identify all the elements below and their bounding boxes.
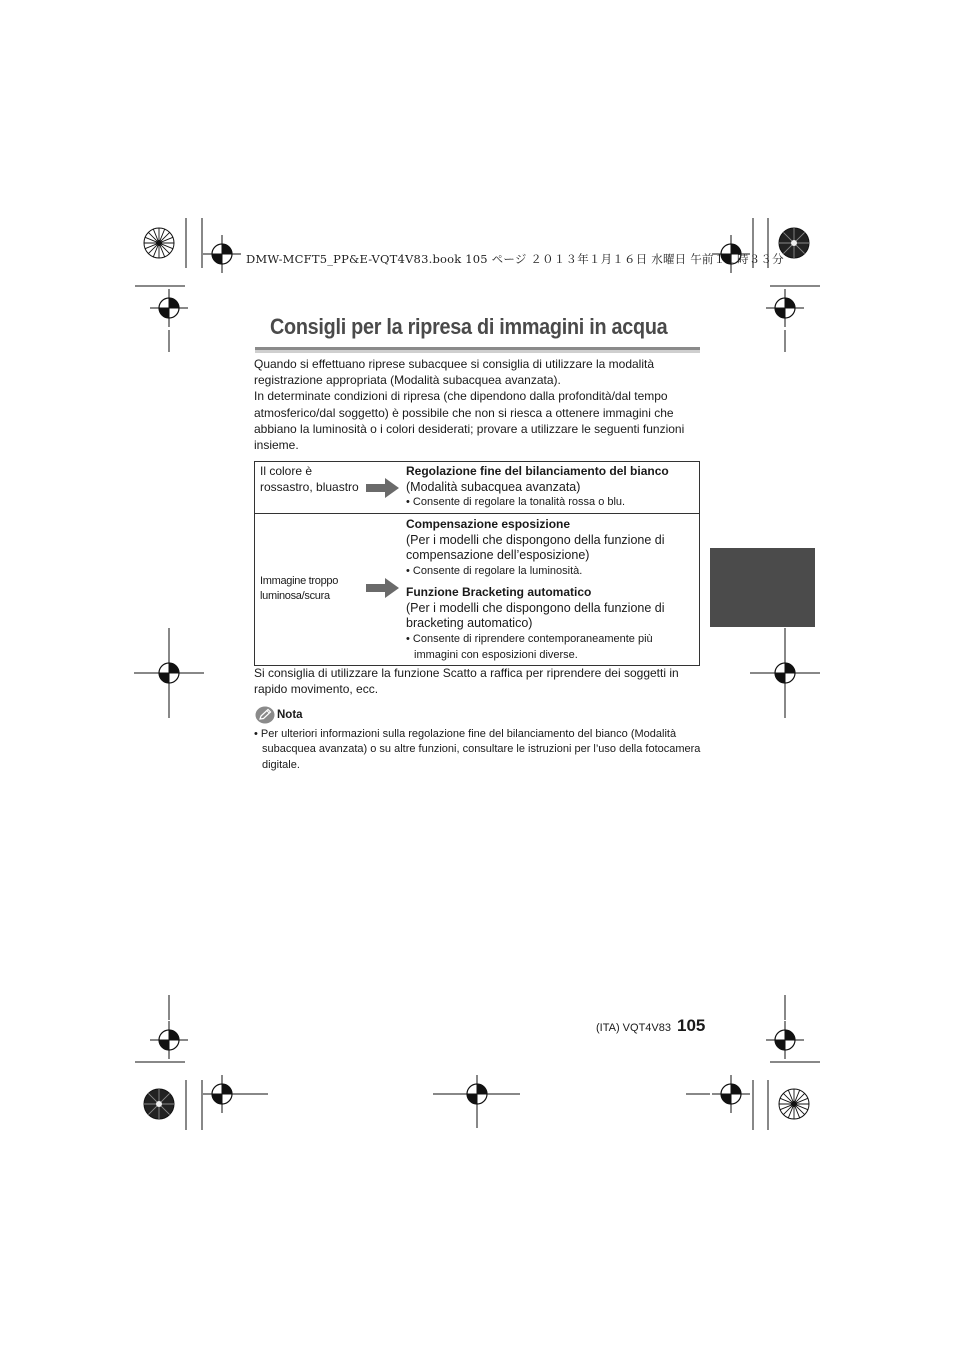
solution-title: Funzione Bracketing automatico — [406, 585, 592, 600]
note-text: • Per ulteriori informazioni sulla regolazione fine del bilanciamento del bianco (Modalità subacquea avanzata) o su altre funzioni, consultare le istruzioni per l’uso della fotocamera digitale. — [254, 728, 701, 771]
condition-text: Immagine troppo luminosa/scura — [260, 575, 339, 602]
intro-text — [254, 356, 704, 453]
table-row — [255, 514, 700, 666]
title-underline — [255, 347, 700, 353]
note-label: Nota — [277, 709, 303, 721]
note-heading — [255, 706, 303, 724]
solution-bullet: • Consente di riprendere contemporaneamente più immagini con esposizioni diverse. — [406, 633, 653, 661]
solution-cell — [403, 514, 700, 666]
condition-text: Il colore è rossastro, bluastro — [260, 464, 359, 494]
tips-table — [254, 461, 700, 666]
condition-cell — [255, 514, 404, 666]
intro-paragraph: Quando si effettuano riprese subacquee si consiglia di utilizzare la modalità registrazione appropriata (Modalità subacquea avanzata). — [254, 357, 655, 388]
document-code: (ITA) VQT4V83 — [596, 1022, 671, 1034]
print-header: DMW-MCFT5_PP&E-VQT4V83.book 105 ページ ２０１３年１月１６日 水曜日 午前１１時３３分 — [246, 252, 784, 266]
solution-cell — [403, 462, 700, 514]
page-title: Consigli per la ripresa di immagini in acqua — [270, 314, 668, 339]
pencil-note-icon — [255, 706, 275, 724]
solution-title: Regolazione fine del bilanciamento del bianco — [406, 464, 669, 478]
intro-paragraph: In determinate condizioni di ripresa (che dipendono dalla profondità/dal tempo atmosferico/dal soggetto) è possibile che non si riesca a ottenere immagini che abbiano la luminosità o i colori desiderati; provare a utilizzare le seguenti funzioni insieme. — [254, 389, 685, 453]
burst-mode-tip: Si consiglia di utilizzare la funzione Scatto a raffica per riprendere dei soggetti in rapido movimento, ecc. — [254, 666, 679, 697]
solution-subtitle: (Per i modelli che dispongono della funzione di compensazione dell’esposizione) — [406, 532, 665, 563]
table-row — [255, 462, 700, 514]
page-number: 105 — [676, 1016, 706, 1035]
solution-subtitle: (Per i modelli che dispongono della funzione di bracketing automatico) — [406, 600, 665, 631]
section-tab — [710, 548, 815, 627]
solution-bullet: • Consente di regolare la tonalità rossa o blu. — [406, 496, 626, 509]
solution-subtitle: (Modalità subacquea avanzata) — [406, 479, 581, 494]
solution-title: Compensazione esposizione — [406, 517, 571, 531]
arrow-right-icon — [366, 477, 400, 499]
solution-bullet: • Consente di regolare la luminosità. — [406, 564, 583, 577]
arrow-right-icon — [366, 577, 400, 599]
page-footer — [596, 1016, 705, 1036]
condition-cell — [255, 462, 404, 514]
